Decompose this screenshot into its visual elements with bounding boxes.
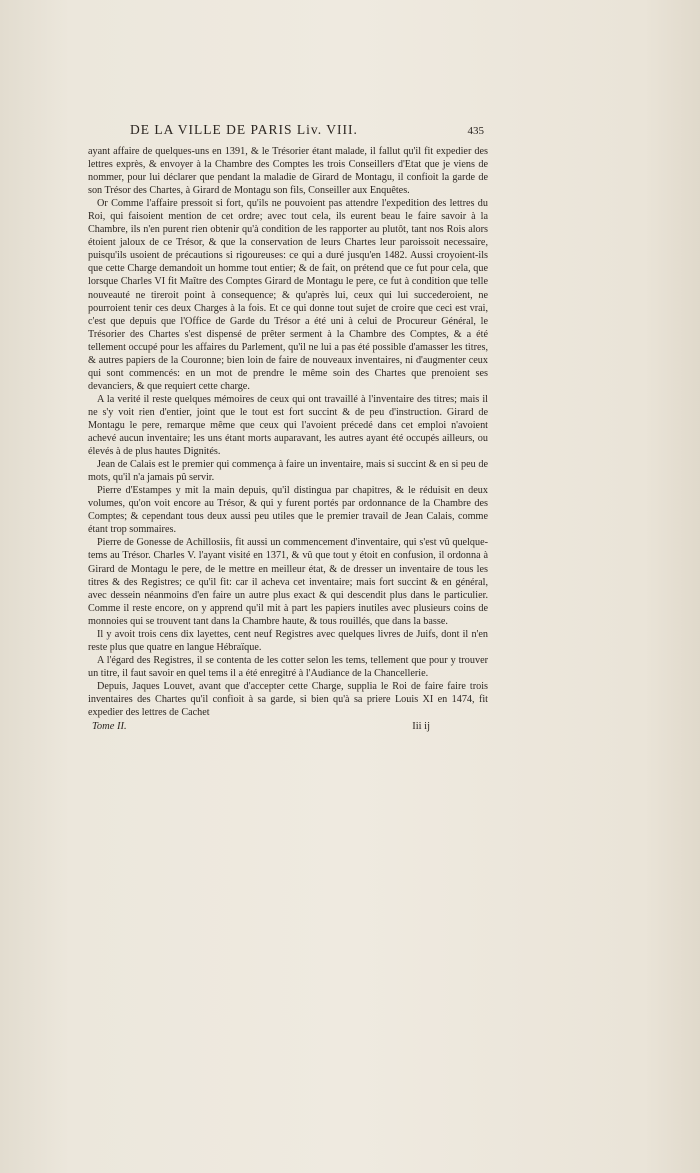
page-number: 435 bbox=[467, 125, 484, 137]
paragraph-8: A l'égard des Registres, il se contenta de les cotter selon les tems, tellement que pour y trouver un titre, il faut savoir en quel tems il a été enregitré à l'Audiance de la Chancellerie. bbox=[88, 654, 488, 679]
paragraph-9: Depuis, Jaques Louvet, avant que d'accepter cette Charge, supplia le Roi de faire faire trois inventaires des Chartes qu'il confioit à sa garde, si bien qu'à sa priere Louis XI en 1474, fit expedier des lettres de Cachet bbox=[88, 680, 488, 719]
page-footer bbox=[88, 721, 488, 732]
body-text bbox=[88, 145, 488, 719]
tome-label: Tome II. bbox=[92, 721, 127, 733]
paragraph-7: Il y avoit trois cens dix layettes, cent neuf Registres avec quelques livres de Juifs, dont il n'en reste plus que quatre en langue Hébraïque. bbox=[88, 628, 488, 653]
paragraph-5: Pierre d'Estampes y mit la main depuis, qu'il distingua par chapitres, & le réduisit en deux volumes, qu'on voit encore au Trésor, & qui y furent portés par ordonnance de la Chambre des Comptes; & cependant tous deux aussi peu utiles que le premier travail de Jean Calais, comme étant trop sommaires. bbox=[88, 485, 488, 536]
paragraph-3: A la verité il reste quelques mémoires de ceux qui ont travaillé à l'inventaire des titres; mais il ne s'y voit rien d'entier, joint que le tout est fort succint & de peu d'instruction. Girard de Montagu le pere, remarque même que ceux qui l'avoient précedé dans cet emploi n'avoient achevé aucun inventaire; les uns étant morts auparavant, les autres ayant été occupés ailleurs, ou élevés à de plus hautes Dignités. bbox=[88, 393, 488, 458]
signature-mark: Iii ij bbox=[412, 721, 430, 733]
paragraph-1: ayant affaire de quelques-uns en 1391, & le Trésorier étant malade, il fallut qu'il fit expedier des lettres exprès, & envoyer à la Chambre des Comptes les trois Conseillers d'Etat que je viens de nommer, pour lui déclarer que pendant la maladie de Girard de Montagu, il confioit la garde de son Trésor des Chartes, à Girard de Montagu son fils, Conseiller aux Enquêtes. bbox=[88, 146, 488, 197]
paragraph-6: Pierre de Gonesse de Achillosiis, fit aussi un commencement d'inventaire, qui s'est vû quelque-tems au Trésor. Charles V. l'ayant visité en 1371, & vû que tout y étoit en confusion, il ordonna à Girard de Montagu le pere, de le mettre en meilleur état, & de dresser un inventaire de tous les titres & des Registres; ce qu'il fit: car il acheva cet inventaire; mais fort succint & en général, avec dessein néanmoins d'en faire un autre plus exact & qui descendit plus dans le particulier. Comme il reste encore, on y apprend qu'il mit à part les papiers inutiles avec plusieurs coins de monnoies qui se trouvent tant dans la Chambre haute, & tous rouillés, que dans la basse. bbox=[88, 537, 488, 627]
running-head-title: DE LA VILLE DE PARIS Liv. VIII. bbox=[130, 122, 358, 137]
running-head bbox=[88, 122, 488, 142]
paragraph-4: Jean de Calais est le premier qui commença à faire un inventaire, mais si succint & en si peu de mots, qu'il n'a jamais pû servir. bbox=[88, 459, 488, 484]
paragraph-2: Or Comme l'affaire pressoit si fort, qu'ils ne pouvoient pas attendre l'expedition des lettres du Roi, qui faisoient mention de cet ordre; avec tout cela, ils eurent beau le faire savoir à la Chambre, ils n'en purent rien obtenir qu'à condition de les rapporter au plutôt, tant nos Rois alors étoient jaloux de ce Trésor, & que la conservation de leurs Chartes leur paroissoit necessaire, puisqu'ils usoient de précautions si rigoureuses: ce qui a duré jusqu'en 1482. Aussi croyoient-ils que cette Charge demandoit un homme tout entier; & de fait, on prétend que ce fut pour cela, que lorsque Charles VI fit Maître des Comptes Girard de Montagu le pere, ce fut à condition que telle nouveauté ne tireroit point à consequence; & qu'après lui, ceux qui lui succederoient, ne pourroient tenir ces deux Charges à la fois. Et ce qui donne tout sujet de croire que ceci est vrai, c'est que depuis que l'Office de Garde du Trésor a été uni à celui de Procureur Général, le Trésorier des Chartes s'est dispensé de prêter serment à la Chambre des Comptes, & a été tellement occupé pour les affaires du Parlement, qu'il ne lui a pas été possible d'amasser les titres, & autres papiers de la Couronne; bien loin de faire de nouveaux inventaires, ni d'augmenter ceux qui sont commencés: en un mot de prendre le même soin des Chartes que prenoient ses devanciers, & que requiert cette charge. bbox=[88, 198, 488, 392]
text-block bbox=[88, 122, 488, 732]
